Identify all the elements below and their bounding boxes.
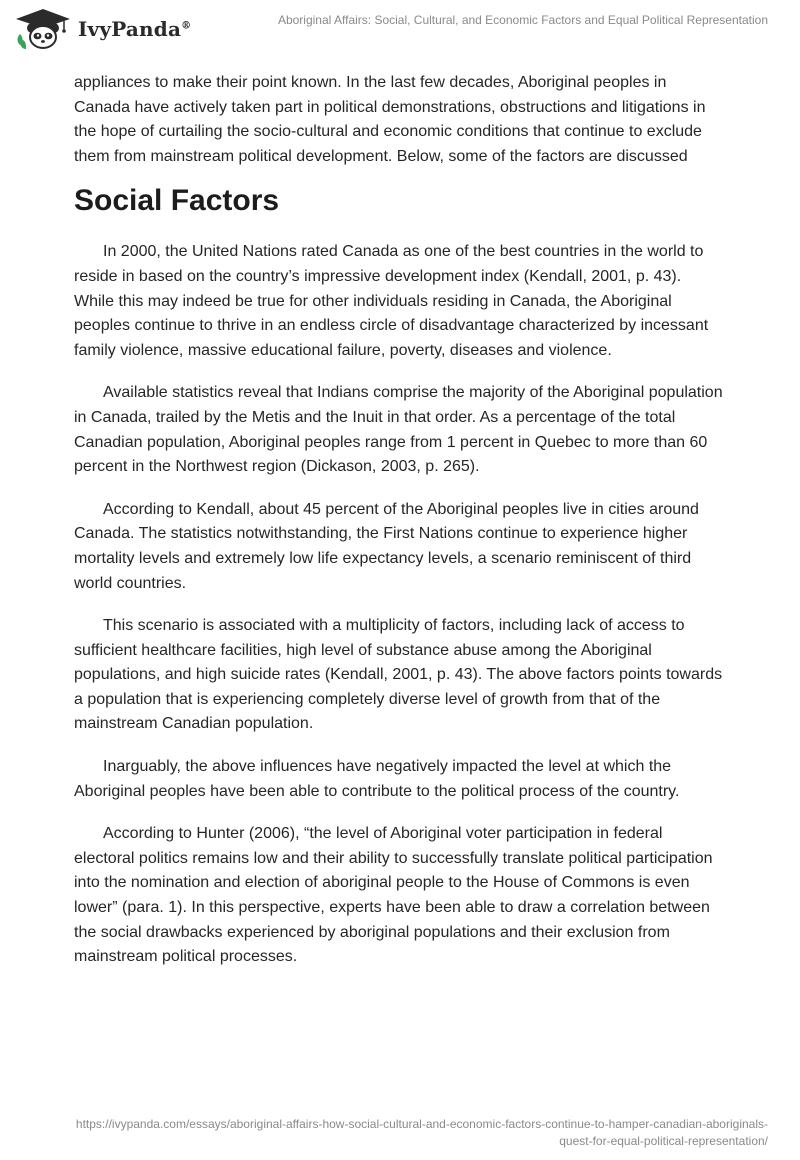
source-url-line: https://ivypanda.com/essays/aboriginal-affairs-how-social-cultural-and-economic-factors-continue-to-hamper-canadian-aboriginals- bbox=[75, 1117, 768, 1131]
document-title: Aboriginal Affairs: Social, Cultural, and Economic Factors and Equal Political Representation bbox=[277, 13, 768, 27]
paragraph: According to Kendall, about 45 percent of the Aboriginal peoples live in cities around Canada. The statistics notwithstanding, the First Nations continue to experience higher mortality levels and extremely low life expectancy levels, a scenario reminiscent of third world countries. bbox=[74, 500, 699, 592]
paragraph: In 2000, the United Nations rated Canada as one of the best countries in the world to reside in based on the country’s impressive development index (Kendall, 2001, p. 43). While this may indeed be true for other individuals residing in Canada, the Aboriginal peoples continue to thrive in an endless circle of disadvantage characterized by incessant family violence, massive educational failure, poverty, diseases and violence. bbox=[74, 243, 709, 359]
paragraph: Available statistics reveal that Indians comprise the majority of the Aboriginal population in Canada, trailed by the Metis and the Inuit in that order. As a percentage of the total Canadian population, Aboriginal peoples range from 1 percent in Quebec to more than 60 percent in the Northwest region (Dickason, 2003, p. 265). bbox=[74, 384, 723, 476]
paragraph: This scenario is associated with a multiplicity of factors, including lack of access to sufficient healthcare facilities, high level of substance abuse among the Aboriginal populations, and high suicide rates (Kendall, 2001, p. 43). The above factors points towards a population that is experiencing completely diverse level of growth from that of the mainstream Canadian population. bbox=[74, 617, 723, 733]
ivypanda-logo[interactable] bbox=[14, 8, 191, 50]
essay-body bbox=[74, 71, 724, 988]
section-heading: Social Factors bbox=[74, 184, 280, 218]
page-header bbox=[0, 0, 800, 60]
paragraph: According to Hunter (2006), “the level of Aboriginal voter participation in federal electoral politics remains low and their ability to successfully translate political participation into the nomination and election of aboriginal people to the House of Commons is even lower” (para. 1). In this perspective, experts have been able to draw a correlation between the social drawbacks experienced by aboriginal populations and their exclusion from mainstream political processes. bbox=[74, 825, 713, 966]
source-url-line: quest-for-equal-political-representation/ bbox=[559, 1134, 768, 1148]
source-url[interactable] bbox=[28, 1116, 768, 1150]
panda-graduate-icon bbox=[14, 8, 72, 50]
paragraph: Inarguably, the above influences have negatively impacted the level at which the Aboriginal peoples have been able to contribute to the political process of the country. bbox=[74, 758, 680, 800]
intro-paragraph: appliances to make their point known. In the last few decades, Aboriginal peoples in Canada have actively taken part in political demonstrations, obstructions and litigations in the hope of curtailing the socio-cultural and economic conditions that continue to exclude them from mainstream political development. Below, some of the factors are discussed bbox=[74, 74, 706, 165]
brand-name: IvyPanda® bbox=[78, 17, 192, 41]
